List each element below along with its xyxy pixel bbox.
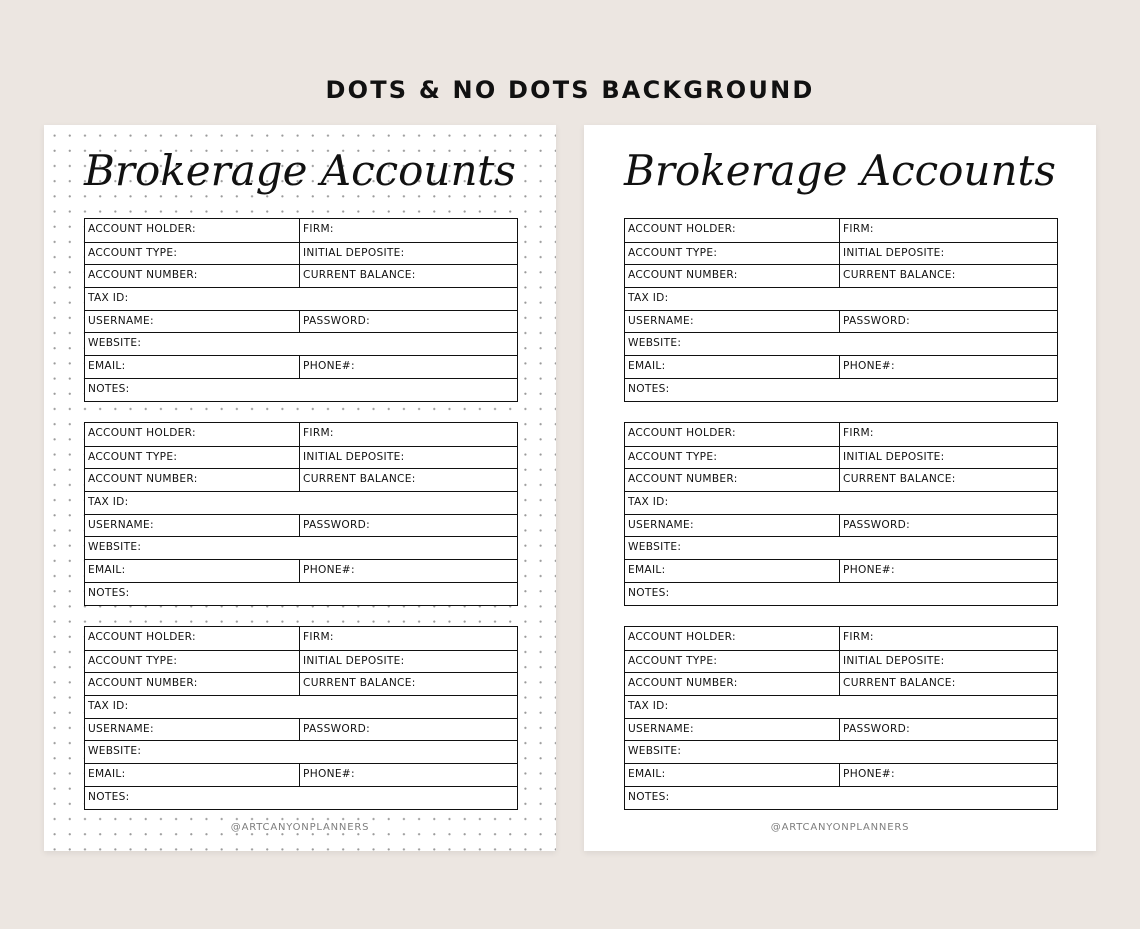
website-label: WEBSITE: (88, 337, 142, 350)
account-number-label: ACCOUNT NUMBER: (85, 673, 300, 695)
form-row (625, 378, 1057, 401)
phone-label: PHONE#: (303, 768, 355, 781)
form-row (85, 355, 517, 378)
username-label: USERNAME: (625, 515, 840, 537)
sheet-title: Brokerage Accounts (84, 146, 516, 195)
form-row (625, 446, 1057, 469)
form-row (625, 582, 1057, 605)
sheet-title: Brokerage Accounts (624, 146, 1056, 195)
account-block (624, 218, 1058, 402)
current-balance-label: CURRENT BALANCE: (843, 677, 956, 690)
notes-label: NOTES: (628, 790, 670, 803)
initial-deposite-label: INITIAL DEPOSITE: (843, 450, 945, 463)
initial-deposite-label: INITIAL DEPOSITE: (303, 654, 405, 667)
password-label: PASSWORD: (843, 722, 911, 735)
form-row (85, 468, 517, 491)
form-row (625, 786, 1057, 809)
tax-id-label: TAX ID: (88, 496, 129, 509)
phone-label: PHONE#: (843, 564, 895, 577)
password-label: PASSWORD: (303, 518, 371, 531)
form-row (85, 559, 517, 582)
form-row (625, 695, 1057, 718)
form-row (625, 468, 1057, 491)
website-label: WEBSITE: (628, 541, 682, 554)
firm-label: FIRM: (843, 427, 874, 439)
account-block (84, 626, 518, 810)
email-label: EMAIL: (85, 560, 300, 582)
email-label: EMAIL: (625, 764, 840, 786)
username-label: USERNAME: (625, 719, 840, 741)
account-holder-label: ACCOUNT HOLDER: (85, 627, 300, 650)
form-row (85, 514, 517, 537)
account-type-label: ACCOUNT TYPE: (85, 447, 300, 469)
email-label: EMAIL: (625, 356, 840, 378)
tax-id-label: TAX ID: (88, 700, 129, 713)
form-row (85, 536, 517, 559)
footer-handle: @ARTCANYONPLANNERS (770, 822, 910, 833)
account-type-label: ACCOUNT TYPE: (625, 447, 840, 469)
username-label: USERNAME: (85, 311, 300, 333)
phone-label: PHONE#: (843, 768, 895, 781)
tax-id-label: TAX ID: (628, 292, 669, 305)
form-row (85, 378, 517, 401)
account-holder-label: ACCOUNT HOLDER: (85, 423, 300, 446)
form-row (625, 219, 1057, 242)
form-row (85, 423, 517, 446)
form-row (85, 219, 517, 242)
form-row (85, 287, 517, 310)
form-row (625, 718, 1057, 741)
firm-label: FIRM: (303, 223, 334, 235)
firm-label: FIRM: (843, 223, 874, 235)
password-label: PASSWORD: (843, 314, 911, 327)
account-number-label: ACCOUNT NUMBER: (625, 673, 840, 695)
current-balance-label: CURRENT BALANCE: (843, 269, 956, 282)
current-balance-label: CURRENT BALANCE: (303, 677, 416, 690)
username-label: USERNAME: (85, 515, 300, 537)
website-label: WEBSITE: (628, 745, 682, 758)
form-row (625, 491, 1057, 514)
form-row (625, 650, 1057, 673)
username-label: USERNAME: (625, 311, 840, 333)
form-row (625, 627, 1057, 650)
form-row (625, 740, 1057, 763)
notes-label: NOTES: (628, 586, 670, 599)
password-label: PASSWORD: (303, 314, 371, 327)
form-row (625, 672, 1057, 695)
account-number-label: ACCOUNT NUMBER: (85, 265, 300, 287)
firm-label: FIRM: (303, 427, 334, 439)
form-row (625, 763, 1057, 786)
account-type-label: ACCOUNT TYPE: (625, 651, 840, 673)
form-row (625, 287, 1057, 310)
form-row (85, 740, 517, 763)
current-balance-label: CURRENT BALANCE: (303, 269, 416, 282)
account-holder-label: ACCOUNT HOLDER: (625, 219, 840, 242)
form-row (85, 672, 517, 695)
account-block (84, 422, 518, 606)
form-row (85, 695, 517, 718)
account-number-label: ACCOUNT NUMBER: (625, 469, 840, 491)
email-label: EMAIL: (85, 356, 300, 378)
planner-sheet-plain (584, 125, 1096, 851)
current-balance-label: CURRENT BALANCE: (303, 473, 416, 486)
notes-label: NOTES: (88, 382, 130, 395)
account-block (84, 218, 518, 402)
notes-label: NOTES: (628, 382, 670, 395)
password-label: PASSWORD: (843, 518, 911, 531)
form-row (85, 763, 517, 786)
account-type-label: ACCOUNT TYPE: (625, 243, 840, 265)
phone-label: PHONE#: (843, 360, 895, 373)
form-row (625, 559, 1057, 582)
website-label: WEBSITE: (88, 541, 142, 554)
tax-id-label: TAX ID: (88, 292, 129, 305)
tax-id-label: TAX ID: (628, 496, 669, 509)
form-row (85, 650, 517, 673)
banner-title: DOTS & NO DOTS BACKGROUND (325, 76, 815, 104)
account-holder-label: ACCOUNT HOLDER: (625, 627, 840, 650)
form-row (625, 355, 1057, 378)
account-holder-label: ACCOUNT HOLDER: (85, 219, 300, 242)
initial-deposite-label: INITIAL DEPOSITE: (303, 246, 405, 259)
form-row (85, 582, 517, 605)
planner-sheet-dotted (44, 125, 556, 851)
form-row (85, 332, 517, 355)
form-row (625, 332, 1057, 355)
account-holder-label: ACCOUNT HOLDER: (625, 423, 840, 446)
password-label: PASSWORD: (303, 722, 371, 735)
account-type-label: ACCOUNT TYPE: (85, 651, 300, 673)
website-label: WEBSITE: (628, 337, 682, 350)
email-label: EMAIL: (85, 764, 300, 786)
form-row (85, 786, 517, 809)
firm-label: FIRM: (303, 631, 334, 643)
form-row (625, 264, 1057, 287)
account-block (624, 422, 1058, 606)
account-type-label: ACCOUNT TYPE: (85, 243, 300, 265)
form-row (85, 310, 517, 333)
phone-label: PHONE#: (303, 360, 355, 373)
form-row (85, 242, 517, 265)
account-number-label: ACCOUNT NUMBER: (625, 265, 840, 287)
tax-id-label: TAX ID: (628, 700, 669, 713)
account-number-label: ACCOUNT NUMBER: (85, 469, 300, 491)
notes-label: NOTES: (88, 586, 130, 599)
footer-handle: @ARTCANYONPLANNERS (230, 822, 370, 833)
firm-label: FIRM: (843, 631, 874, 643)
form-row (625, 242, 1057, 265)
form-row (85, 491, 517, 514)
current-balance-label: CURRENT BALANCE: (843, 473, 956, 486)
form-row (625, 514, 1057, 537)
form-row (85, 446, 517, 469)
initial-deposite-label: INITIAL DEPOSITE: (303, 450, 405, 463)
form-row (85, 718, 517, 741)
form-row (625, 423, 1057, 446)
form-row (85, 627, 517, 650)
phone-label: PHONE#: (303, 564, 355, 577)
notes-label: NOTES: (88, 790, 130, 803)
form-row (85, 264, 517, 287)
form-row (625, 310, 1057, 333)
account-block (624, 626, 1058, 810)
form-row (625, 536, 1057, 559)
initial-deposite-label: INITIAL DEPOSITE: (843, 246, 945, 259)
website-label: WEBSITE: (88, 745, 142, 758)
username-label: USERNAME: (85, 719, 300, 741)
initial-deposite-label: INITIAL DEPOSITE: (843, 654, 945, 667)
email-label: EMAIL: (625, 560, 840, 582)
